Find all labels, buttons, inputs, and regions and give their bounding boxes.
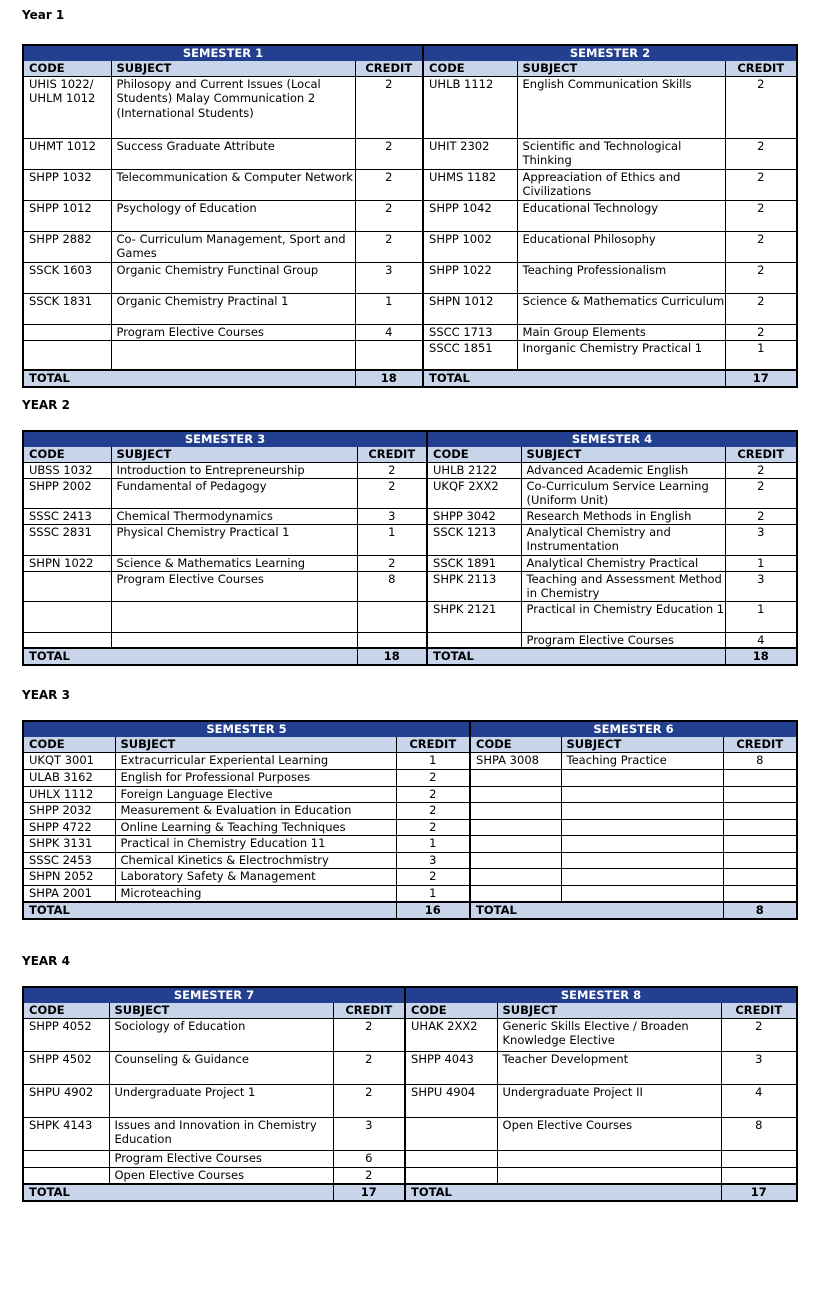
course-subject: Inorganic Chemistry Practical 1: [517, 340, 725, 370]
credit-header: CREDIT: [725, 447, 797, 462]
semester-8-title: SEMESTER 8: [405, 987, 797, 1003]
course-code: SHPK 2121: [427, 601, 521, 632]
credit-header: CREDIT: [396, 737, 470, 752]
course-subject: [561, 885, 723, 902]
total-credit: 18: [355, 370, 423, 386]
semester-6-title: SEMESTER 6: [470, 721, 797, 737]
course-subject: [561, 769, 723, 786]
course-credit: [355, 340, 423, 370]
course-credit: 3: [725, 571, 797, 601]
table-row: [23, 1167, 797, 1184]
course-subject: Program Elective Courses: [109, 1150, 333, 1167]
course-credit: [357, 601, 427, 632]
course-credit: 2: [333, 1167, 405, 1184]
course-subject: [497, 1167, 721, 1184]
table-row: [23, 169, 797, 200]
course-code: UHIS 1022/ UHLM 1012: [23, 76, 111, 138]
course-subject: Psychology of Education: [111, 200, 355, 231]
course-subject: Educational Philosophy: [517, 231, 725, 262]
course-credit: 2: [333, 1051, 405, 1084]
course-credit: 4: [355, 324, 423, 340]
course-subject: Extracurricular Experiental Learning: [115, 752, 396, 769]
code-header: CODE: [470, 737, 561, 752]
course-credit: [721, 1150, 797, 1167]
table-row: [23, 752, 797, 769]
course-credit: 1: [725, 340, 797, 370]
course-credit: 2: [355, 138, 423, 169]
course-code: UHMT 1012: [23, 138, 111, 169]
semester-2-title: SEMESTER 2: [423, 45, 797, 61]
course-subject: Success Graduate Attribute: [111, 138, 355, 169]
code-header: CODE: [23, 447, 111, 462]
course-code: UHAK 2XX2: [405, 1018, 497, 1051]
course-subject: Analytical Chemistry and Instrumentation: [521, 524, 725, 555]
course-code: SSCK 1891: [427, 555, 521, 571]
course-credit: 1: [357, 524, 427, 555]
subject-header: SUBJECT: [517, 61, 725, 76]
course-subject: Online Learning & Teaching Techniques: [115, 819, 396, 835]
course-credit: 4: [725, 632, 797, 648]
credit-header: CREDIT: [333, 1003, 405, 1018]
course-credit: 2: [721, 1018, 797, 1051]
course-code: SHPP 1002: [423, 231, 517, 262]
table-row: [23, 885, 797, 902]
table-row: [23, 340, 797, 370]
course-code: [470, 885, 561, 902]
course-credit: [723, 885, 797, 902]
table-row: [23, 1150, 797, 1167]
course-code: [23, 571, 111, 601]
course-code: UHLB 1112: [423, 76, 517, 138]
table-row: [23, 524, 797, 555]
course-code: SSSC 2453: [23, 852, 115, 868]
course-code: SHPK 3131: [23, 835, 115, 852]
course-subject: Open Elective Courses: [109, 1167, 333, 1184]
code-header: CODE: [405, 1003, 497, 1018]
course-subject: Measurement & Evaluation in Education: [115, 802, 396, 819]
table-row: [23, 478, 797, 508]
course-subject: English Communication Skills: [517, 76, 725, 138]
course-credit: 1: [725, 555, 797, 571]
course-code: [23, 340, 111, 370]
course-subject: Educational Technology: [517, 200, 725, 231]
year-2-table: [22, 430, 798, 666]
total-label: TOTAL: [23, 648, 357, 664]
semester-4-title: SEMESTER 4: [427, 431, 797, 447]
course-code: SSCK 1213: [427, 524, 521, 555]
semester-5-title: SEMESTER 5: [23, 721, 470, 737]
table-row: [23, 138, 797, 169]
course-subject: Program Elective Courses: [111, 571, 357, 601]
course-subject: [561, 819, 723, 835]
table-row: [23, 868, 797, 885]
course-credit: 2: [725, 76, 797, 138]
course-subject: [497, 1150, 721, 1167]
subject-header: SUBJECT: [561, 737, 723, 752]
course-credit: 1: [396, 752, 470, 769]
course-code: SHPP 1022: [423, 262, 517, 293]
course-credit: [723, 835, 797, 852]
total-credit: 17: [333, 1184, 405, 1200]
course-code: [405, 1117, 497, 1150]
course-credit: [721, 1167, 797, 1184]
course-credit: [723, 819, 797, 835]
total-credit: 8: [723, 902, 797, 918]
course-subject: Undergraduate Project 1: [109, 1084, 333, 1117]
course-credit: 2: [355, 231, 423, 262]
course-subject: Teaching and Assessment Method in Chemistry: [521, 571, 725, 601]
course-subject: Laboratory Safety & Management: [115, 868, 396, 885]
total-label: TOTAL: [23, 370, 355, 386]
course-code: SHPP 1012: [23, 200, 111, 231]
table-row: [23, 835, 797, 852]
code-header: CODE: [23, 1003, 109, 1018]
course-credit: 1: [396, 835, 470, 852]
table-row: [23, 1051, 797, 1084]
course-credit: 1: [355, 293, 423, 324]
course-subject: [111, 601, 357, 632]
year-1-body: [23, 45, 797, 387]
year-1-table: [22, 44, 798, 388]
course-code: ULAB 3162: [23, 769, 115, 786]
course-code: SHPP 4052: [23, 1018, 109, 1051]
course-subject: Program Elective Courses: [111, 324, 355, 340]
course-credit: 2: [396, 769, 470, 786]
course-code: SSSC 2413: [23, 508, 111, 524]
course-subject: Main Group Elements: [517, 324, 725, 340]
year-1-heading: Year 1: [22, 8, 65, 22]
course-subject: Generic Skills Elective / Broaden Knowledge Elective: [497, 1018, 721, 1051]
course-subject: Practical in Chemistry Education 1: [521, 601, 725, 632]
course-code: SHPP 2882: [23, 231, 111, 262]
table-row: [23, 555, 797, 571]
table-row: [23, 462, 797, 478]
course-code: [427, 632, 521, 648]
course-credit: [723, 802, 797, 819]
code-header: CODE: [423, 61, 517, 76]
course-credit: 2: [357, 462, 427, 478]
course-subject: Chemical Thermodynamics: [111, 508, 357, 524]
course-credit: [723, 769, 797, 786]
semester-3-title: SEMESTER 3: [23, 431, 427, 447]
course-code: [23, 1167, 109, 1184]
course-subject: Teacher Development: [497, 1051, 721, 1084]
course-subject: Co-Curriculum Service Learning (Uniform Unit): [521, 478, 725, 508]
course-code: SSCK 1831: [23, 293, 111, 324]
year-4-body: [23, 987, 797, 1201]
total-label: TOTAL: [427, 648, 725, 664]
course-credit: 3: [396, 852, 470, 868]
course-credit: 6: [333, 1150, 405, 1167]
course-code: [470, 802, 561, 819]
table-row: [23, 571, 797, 601]
course-code: SHPA 2001: [23, 885, 115, 902]
course-subject: Analytical Chemistry Practical: [521, 555, 725, 571]
course-code: UBSS 1032: [23, 462, 111, 478]
course-subject: Telecommunication & Computer Network: [111, 169, 355, 200]
course-subject: Chemical Kinetics & Electrochmistry: [115, 852, 396, 868]
credit-header: CREDIT: [723, 737, 797, 752]
table-row: [23, 293, 797, 324]
table-row: [23, 1084, 797, 1117]
table-row: [23, 786, 797, 802]
year-3-body: [23, 721, 797, 919]
course-code: [405, 1150, 497, 1167]
course-subject: Teaching Professionalism: [517, 262, 725, 293]
course-subject: Practical in Chemistry Education 11: [115, 835, 396, 852]
course-code: [470, 835, 561, 852]
course-credit: 2: [355, 200, 423, 231]
course-subject: Science & Mathematics Curriculum: [517, 293, 725, 324]
course-code: SSSC 2831: [23, 524, 111, 555]
course-subject: Microteaching: [115, 885, 396, 902]
course-code: SHPK 2113: [427, 571, 521, 601]
course-credit: [723, 868, 797, 885]
course-subject: Science & Mathematics Learning: [111, 555, 357, 571]
course-code: [470, 819, 561, 835]
total-credit: 17: [725, 370, 797, 386]
total-label: TOTAL: [23, 1184, 333, 1200]
course-credit: [357, 632, 427, 648]
course-credit: 2: [725, 324, 797, 340]
course-subject: Sociology of Education: [109, 1018, 333, 1051]
course-credit: 8: [721, 1117, 797, 1150]
course-subject: Foreign Language Elective: [115, 786, 396, 802]
course-credit: 2: [725, 508, 797, 524]
year-2-heading: YEAR 2: [22, 398, 70, 412]
total-label: TOTAL: [23, 902, 396, 918]
course-credit: 2: [725, 262, 797, 293]
course-subject: Scientific and Technological Thinking: [517, 138, 725, 169]
course-code: SHPP 2032: [23, 802, 115, 819]
course-subject: Open Elective Courses: [497, 1117, 721, 1150]
table-row: [23, 262, 797, 293]
course-subject: Co- Curriculum Management, Sport and Games: [111, 231, 355, 262]
course-subject: Fundamental of Pedagogy: [111, 478, 357, 508]
course-subject: [561, 802, 723, 819]
course-code: UHLX 1112: [23, 786, 115, 802]
course-code: [23, 324, 111, 340]
table-row: [23, 819, 797, 835]
course-code: SHPP 4722: [23, 819, 115, 835]
subject-header: SUBJECT: [111, 61, 355, 76]
course-subject: Philosopy and Current Issues (Local Students) Malay Communication 2 (International Students): [111, 76, 355, 138]
credit-header: CREDIT: [355, 61, 423, 76]
course-code: [470, 769, 561, 786]
course-code: SHPP 4502: [23, 1051, 109, 1084]
subject-header: SUBJECT: [111, 447, 357, 462]
code-header: CODE: [23, 61, 111, 76]
course-credit: 2: [333, 1018, 405, 1051]
table-row: [23, 769, 797, 786]
course-credit: 2: [725, 478, 797, 508]
course-code: SHPP 2002: [23, 478, 111, 508]
course-code: [23, 601, 111, 632]
course-code: SSCK 1603: [23, 262, 111, 293]
course-subject: Introduction to Entrepreneurship: [111, 462, 357, 478]
year-4-heading: YEAR 4: [22, 954, 70, 968]
course-credit: 2: [725, 138, 797, 169]
course-code: [470, 852, 561, 868]
course-code: [23, 1150, 109, 1167]
course-code: SHPA 3008: [470, 752, 561, 769]
credit-header: CREDIT: [721, 1003, 797, 1018]
course-credit: 2: [725, 293, 797, 324]
course-credit: 3: [357, 508, 427, 524]
course-credit: [723, 852, 797, 868]
course-code: SHPN 2052: [23, 868, 115, 885]
course-credit: 8: [357, 571, 427, 601]
course-subject: [561, 786, 723, 802]
course-credit: 2: [396, 802, 470, 819]
course-subject: Physical Chemistry Practical 1: [111, 524, 357, 555]
course-subject: [111, 632, 357, 648]
course-code: SHPP 1032: [23, 169, 111, 200]
course-subject: Advanced Academic English: [521, 462, 725, 478]
semester-7-title: SEMESTER 7: [23, 987, 405, 1003]
table-row: [23, 200, 797, 231]
course-code: UHIT 2302: [423, 138, 517, 169]
year-3-heading: YEAR 3: [22, 688, 70, 702]
course-credit: 2: [355, 76, 423, 138]
course-code: SHPP 4043: [405, 1051, 497, 1084]
total-label: TOTAL: [470, 902, 723, 918]
course-credit: 2: [396, 819, 470, 835]
course-subject: [561, 868, 723, 885]
subject-header: SUBJECT: [521, 447, 725, 462]
year-2-body: [23, 431, 797, 665]
table-row: [23, 802, 797, 819]
table-row: [23, 852, 797, 868]
credit-header: CREDIT: [357, 447, 427, 462]
course-credit: 3: [725, 524, 797, 555]
table-row: [23, 231, 797, 262]
course-code: SHPK 4143: [23, 1117, 109, 1150]
course-code: UHLB 2122: [427, 462, 521, 478]
course-subject: Issues and Innovation in Chemistry Education: [109, 1117, 333, 1150]
course-subject: Undergraduate Project II: [497, 1084, 721, 1117]
course-credit: 3: [355, 262, 423, 293]
course-code: SHPU 4904: [405, 1084, 497, 1117]
course-credit: 2: [396, 786, 470, 802]
subject-header: SUBJECT: [109, 1003, 333, 1018]
course-code: SSCC 1713: [423, 324, 517, 340]
course-subject: English for Professional Purposes: [115, 769, 396, 786]
credit-header: CREDIT: [725, 61, 797, 76]
course-code: UHMS 1182: [423, 169, 517, 200]
course-subject: [111, 340, 355, 370]
course-code: SHPP 1042: [423, 200, 517, 231]
total-credit: 16: [396, 902, 470, 918]
course-code: SHPP 3042: [427, 508, 521, 524]
table-row: [23, 601, 797, 632]
year-4-table: [22, 986, 798, 1202]
course-subject: Research Methods in English: [521, 508, 725, 524]
course-subject: Program Elective Courses: [521, 632, 725, 648]
course-code: [470, 868, 561, 885]
course-credit: 2: [333, 1084, 405, 1117]
course-code: [470, 786, 561, 802]
course-credit: 2: [725, 200, 797, 231]
table-row: [23, 1018, 797, 1051]
code-header: CODE: [23, 737, 115, 752]
course-credit: 2: [357, 555, 427, 571]
total-credit: 18: [725, 648, 797, 664]
table-row: [23, 632, 797, 648]
course-code: UKQT 3001: [23, 752, 115, 769]
total-credit: 18: [357, 648, 427, 664]
course-subject: [561, 852, 723, 868]
course-credit: 4: [721, 1084, 797, 1117]
course-code: UKQF 2XX2: [427, 478, 521, 508]
course-credit: 2: [357, 478, 427, 508]
table-row: [23, 324, 797, 340]
course-subject: Organic Chemistry Practinal 1: [111, 293, 355, 324]
course-credit: 3: [333, 1117, 405, 1150]
course-credit: 8: [723, 752, 797, 769]
year-3-table: [22, 720, 798, 920]
course-credit: 2: [725, 169, 797, 200]
course-credit: 1: [725, 601, 797, 632]
course-subject: Organic Chemistry Functinal Group: [111, 262, 355, 293]
course-credit: 2: [355, 169, 423, 200]
course-code: SHPN 1012: [423, 293, 517, 324]
total-label: TOTAL: [405, 1184, 721, 1200]
course-credit: 1: [396, 885, 470, 902]
course-subject: Teaching Practice: [561, 752, 723, 769]
course-subject: Counseling & Guidance: [109, 1051, 333, 1084]
course-credit: 2: [725, 231, 797, 262]
course-subject: [561, 835, 723, 852]
course-credit: 2: [396, 868, 470, 885]
subject-header: SUBJECT: [115, 737, 396, 752]
table-row: [23, 1117, 797, 1150]
course-credit: 3: [721, 1051, 797, 1084]
course-subject: Appreaciation of Ethics and Civilizations: [517, 169, 725, 200]
total-label: TOTAL: [423, 370, 725, 386]
semester-1-title: SEMESTER 1: [23, 45, 423, 61]
course-code: SHPN 1022: [23, 555, 111, 571]
course-code: SSCC 1851: [423, 340, 517, 370]
course-code: [23, 632, 111, 648]
subject-header: SUBJECT: [497, 1003, 721, 1018]
course-code: [405, 1167, 497, 1184]
course-credit: 2: [725, 462, 797, 478]
table-row: [23, 76, 797, 138]
code-header: CODE: [427, 447, 521, 462]
course-credit: [723, 786, 797, 802]
table-row: [23, 508, 797, 524]
total-credit: 17: [721, 1184, 797, 1200]
course-code: SHPU 4902: [23, 1084, 109, 1117]
